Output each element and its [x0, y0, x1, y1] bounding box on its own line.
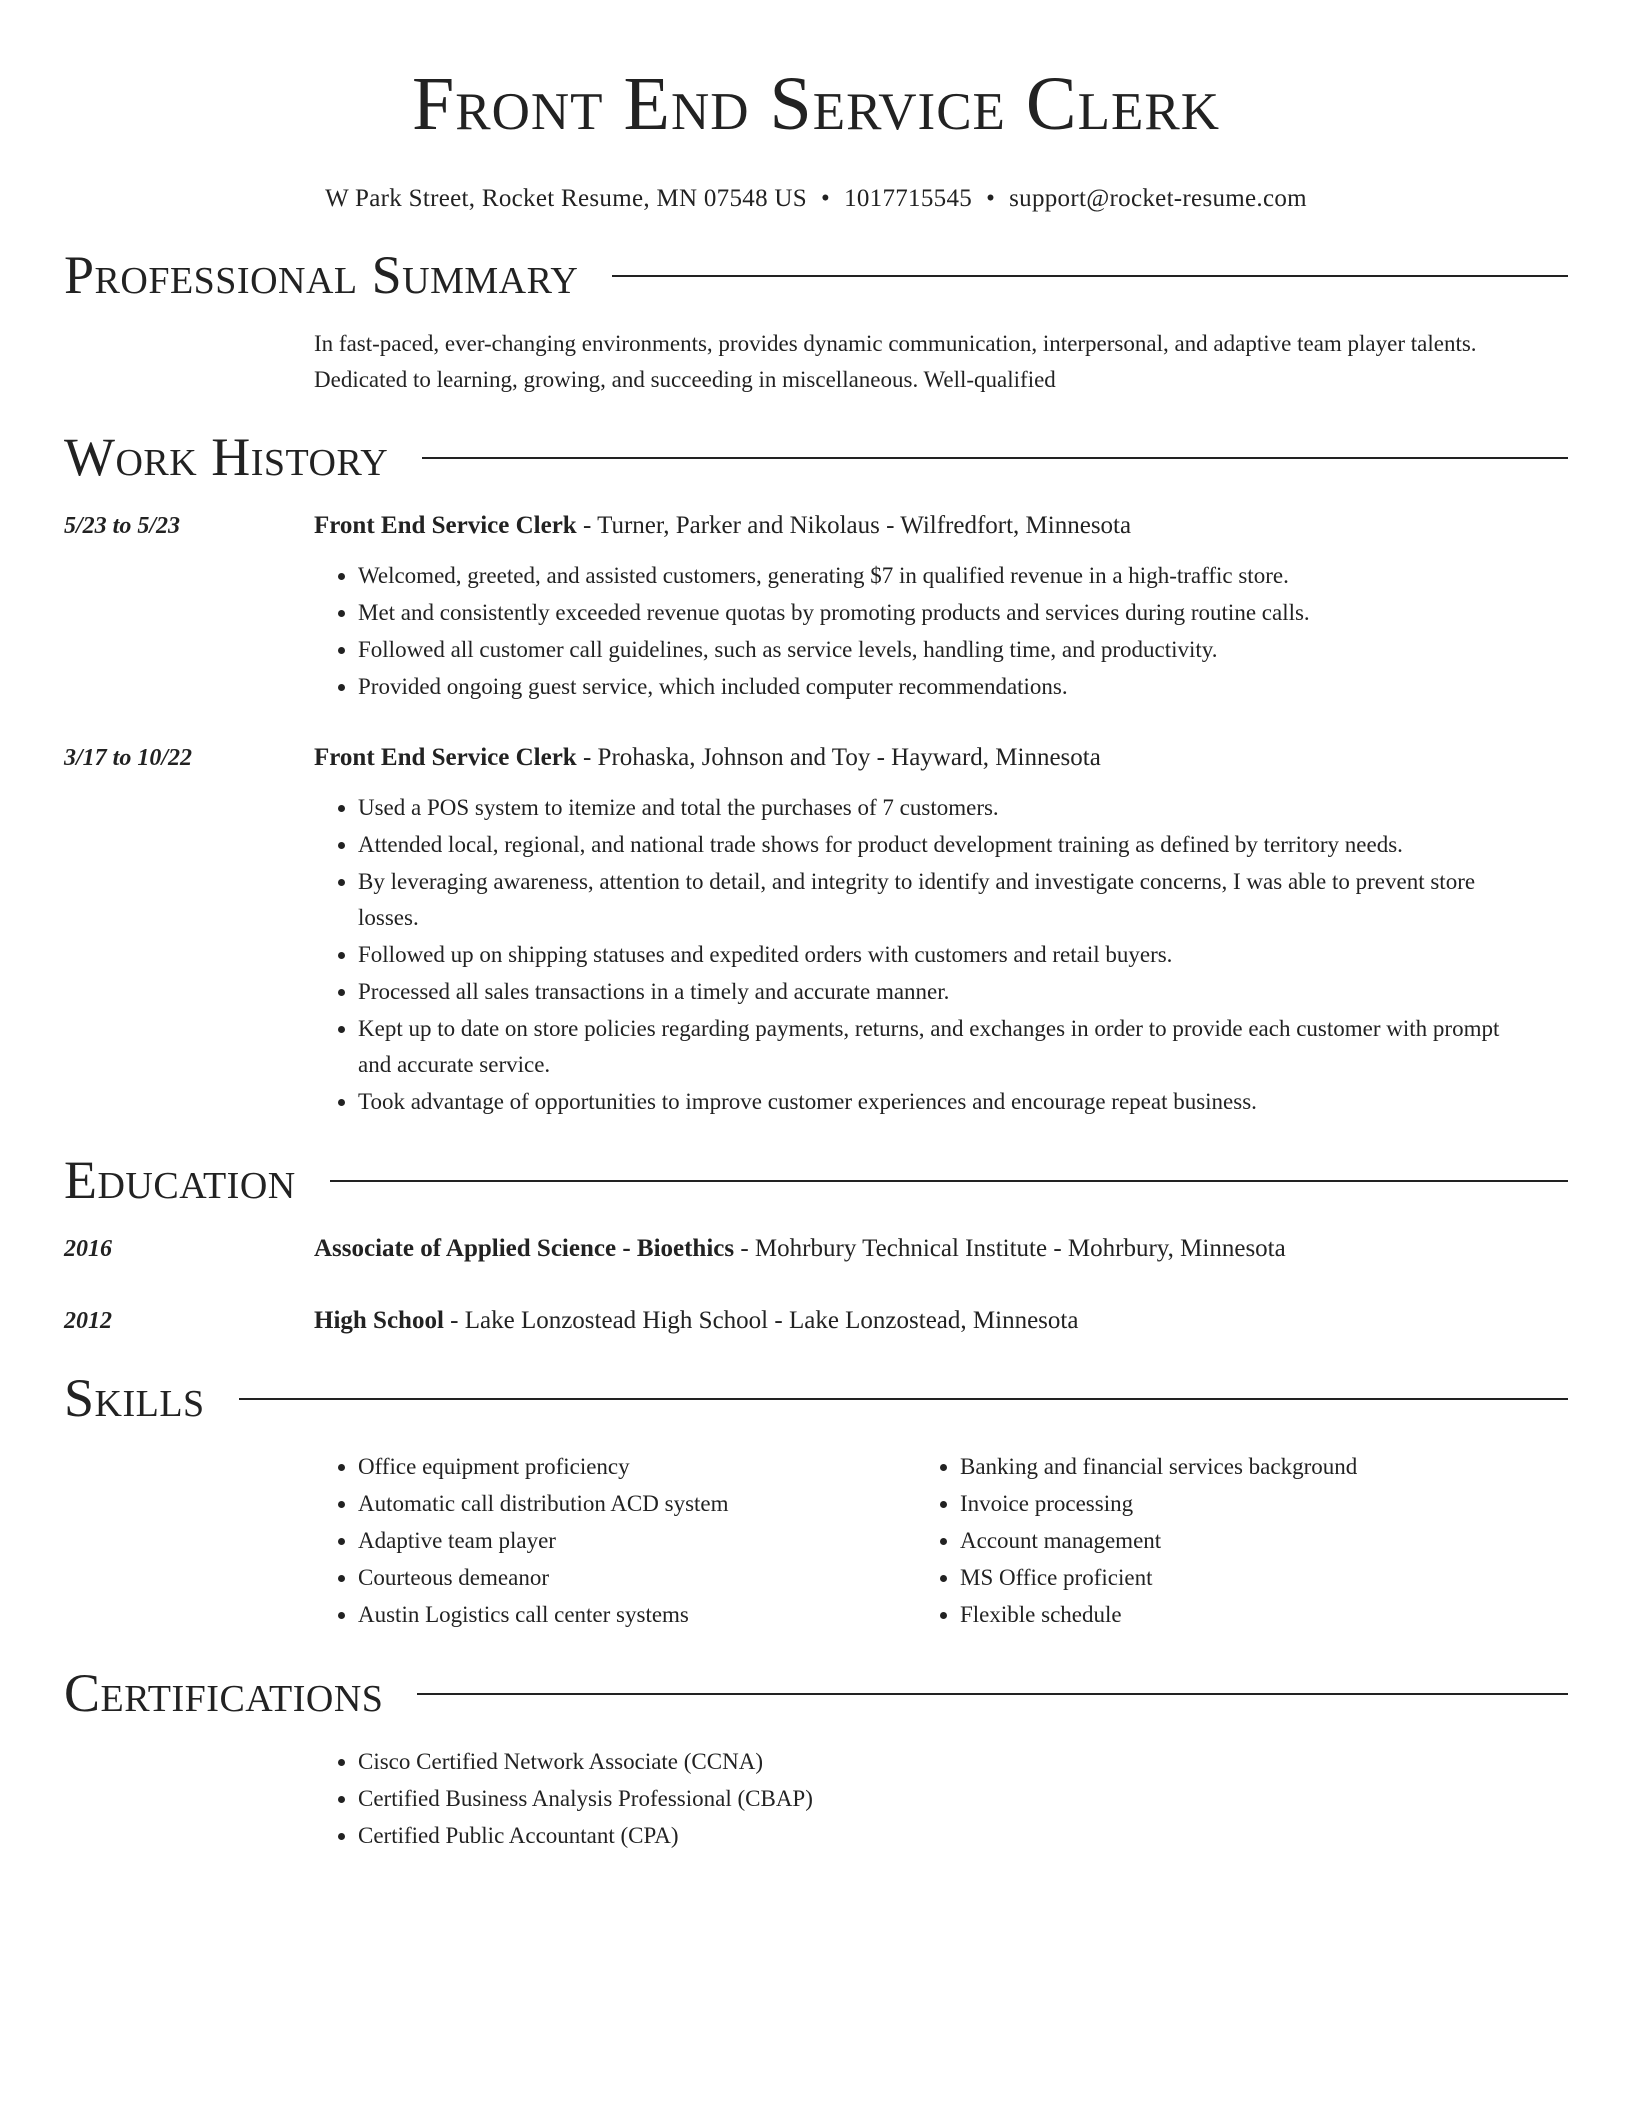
job-title-line: [314, 740, 1518, 776]
section-title-skills: Skills: [64, 1368, 205, 1428]
job-bullet: • Used a POS system to itemize and total the purchases of 7 customers.: [358, 790, 1518, 826]
section-title-education: Education: [64, 1150, 296, 1210]
certification-item: • Cisco Certified Network Associate (CCNA): [358, 1744, 1568, 1780]
summary-section: [64, 242, 1568, 398]
certifications-section: [64, 1660, 1568, 1854]
contact-separator: •: [821, 185, 831, 212]
job-employer: - Prohaska, Johnson and Toy - Hayward, Minnesota: [576, 744, 1101, 771]
education-entry: [64, 1303, 1568, 1339]
skill-item: • Austin Logistics call center systems: [358, 1597, 916, 1633]
education-year: 2016: [64, 1236, 112, 1262]
skills-grid: [314, 1449, 1518, 1634]
job-bullet: • Processed all sales transactions in a timely and accurate manner.: [358, 974, 1518, 1010]
job-bullets: [314, 790, 1518, 1120]
section-header: [64, 1147, 1568, 1213]
skill-item: • Adaptive team player: [358, 1523, 916, 1559]
job-bullet: • Followed up on shipping statuses and expedited orders with customers and retail buyers.: [358, 937, 1518, 973]
job-dates: 5/23 to 5/23: [64, 513, 181, 539]
section-divider: [239, 1398, 1568, 1400]
job-entry: [64, 508, 1568, 706]
work-history-section: [64, 424, 1568, 1121]
job-dates: 3/17 to 10/22: [64, 745, 193, 771]
job-bullet: • By leveraging awareness, attention to detail, and integrity to identify and investigate concerns, I was able to prevent store losses.: [358, 864, 1518, 936]
skill-item: • Office equipment proficiency: [358, 1449, 916, 1485]
section-header: [64, 424, 1568, 490]
contact-phone: 1017715545: [844, 185, 973, 212]
skill-item: • Courteous demeanor: [358, 1560, 916, 1596]
job-employer: - Turner, Parker and Nikolaus - Wilfredfort, Minnesota: [576, 512, 1132, 539]
certification-item: • Certified Public Accountant (CPA): [358, 1818, 1568, 1854]
job-bullet: • Met and consistently exceeded revenue quotas by promoting products and services during routine calls.: [358, 595, 1518, 631]
job-bullet: • Attended local, regional, and national trade shows for product development training as defined by territory needs.: [358, 827, 1518, 863]
skills-column-right: [916, 1449, 1518, 1634]
section-header: [64, 242, 1568, 308]
education-school: - Mohrbury Technical Institute - Mohrbury, Minnesota: [734, 1235, 1286, 1262]
skill-item: • Banking and financial services background: [960, 1449, 1518, 1485]
job-role: Front End Service Clerk: [314, 512, 577, 539]
skill-item: • Flexible schedule: [960, 1597, 1518, 1633]
section-header: [64, 1660, 1568, 1726]
education-degree: High School: [314, 1307, 444, 1334]
education-degree: Associate of Applied Science - Bioethics: [314, 1235, 735, 1262]
education-section: [64, 1147, 1568, 1339]
section-title-work-history: Work History: [64, 427, 389, 487]
job-bullet: • Welcomed, greeted, and assisted customers, generating $7 in qualified revenue in a high-traffic store.: [358, 558, 1518, 594]
job-body: [314, 508, 1518, 706]
contact-email: support@rocket-resume.com: [1009, 185, 1307, 212]
section-header: [64, 1365, 1568, 1431]
section-title-summary: Professional Summary: [64, 245, 579, 305]
certifications-list: [314, 1744, 1568, 1854]
job-role: Front End Service Clerk: [314, 744, 577, 771]
contact-address: W Park Street, Rocket Resume, MN 07548 US: [325, 185, 807, 212]
job-entry: [64, 740, 1568, 1121]
skill-item: • Invoice processing: [960, 1486, 1518, 1522]
contact-line: [64, 182, 1568, 216]
skill-item: • Account management: [960, 1523, 1518, 1559]
education-entry: [64, 1231, 1568, 1267]
job-bullet: • Provided ongoing guest service, which included computer recommendations.: [358, 669, 1518, 705]
certification-item: • Certified Business Analysis Professional (CBAP): [358, 1781, 1568, 1817]
candidate-name: Front End Service Clerk: [412, 62, 1220, 146]
skills-column-left: [314, 1449, 916, 1634]
section-divider: [330, 1180, 1568, 1182]
job-bullet: • Took advantage of opportunities to improve customer experiences and encourage repeat business.: [358, 1084, 1518, 1120]
job-body: [314, 740, 1518, 1121]
skills-section: [64, 1365, 1568, 1634]
education-line: [314, 1303, 1518, 1339]
summary-text: In fast-paced, ever-changing environments, provides dynamic communication, interpersonal, and adaptive team player talents. Dedicated to learning, growing, and succeeding in miscellaneous. Well-qualified: [314, 331, 1477, 392]
job-bullet: • Kept up to date on store policies regarding payments, returns, and exchanges in order to provide each customer with prompt and accurate service.: [358, 1011, 1518, 1083]
skill-item: • MS Office proficient: [960, 1560, 1518, 1596]
education-line: [314, 1231, 1518, 1267]
job-title-line: [314, 508, 1518, 544]
section-divider: [422, 457, 1568, 459]
section-divider: [417, 1693, 1568, 1695]
contact-separator: •: [986, 185, 996, 212]
section-title-certifications: Certifications: [64, 1663, 384, 1723]
education-school: - Lake Lonzostead High School - Lake Lonzostead, Minnesota: [443, 1307, 1079, 1334]
certification-bullets: [314, 1744, 1568, 1854]
job-bullet: • Followed all customer call guidelines, such as service levels, handling time, and productivity.: [358, 632, 1518, 668]
job-bullets: [314, 558, 1518, 705]
section-divider: [612, 275, 1568, 277]
resume-header: [64, 56, 1568, 216]
skill-item: • Automatic call distribution ACD system: [358, 1486, 916, 1522]
education-year: 2012: [64, 1308, 112, 1334]
